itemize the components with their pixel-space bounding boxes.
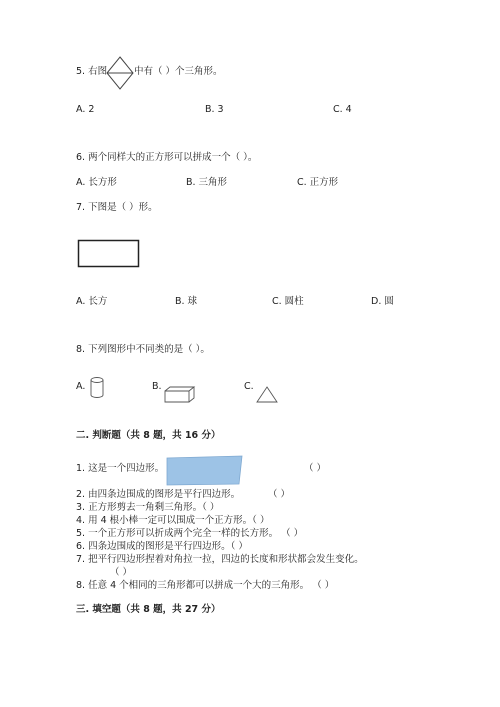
q7-option-a: A. 长方: [76, 296, 108, 307]
judge-item-1: 1. 这是一个四边形。: [76, 463, 165, 474]
q6-option-a: A. 长方形: [76, 177, 117, 188]
q7-option-d: D. 圆: [371, 296, 394, 307]
judge-item-3: 3. 正方形剪去一角剩三角形。（ ）: [76, 502, 220, 513]
judge-item-2-blank: （ ）: [268, 489, 291, 500]
q8-option-b: B.: [152, 381, 162, 392]
judge-item-8: 8. 任意 4 个相同的三角形都可以拼成一个大的三角形。 （ ）: [76, 580, 335, 591]
q7-stem: 7. 下图是（ ）形。: [76, 202, 158, 213]
cuboid-figure: [164, 386, 196, 404]
q5-stem-start: 5. 右图: [76, 66, 108, 77]
q7-option-b: B. 球: [175, 296, 198, 307]
judge-item-4: 4. 用 4 根小棒一定可以围成一个正方形。（ ）: [76, 515, 270, 526]
q8-stem: 8. 下列图形中不同类的是（ ）。: [76, 344, 210, 355]
quadrilateral-figure: [167, 456, 243, 486]
judge-item-2: 2. 由四条边围成的图形是平行四边形。: [76, 489, 241, 500]
q8-option-c: C.: [244, 381, 254, 392]
diamond-figure: [107, 57, 133, 89]
q5-option-b: B. 3: [205, 104, 224, 115]
q6-option-c: C. 正方形: [297, 177, 339, 188]
section3-title: 三. 填空题（共 8 题，共 27 分）: [76, 604, 221, 615]
judge-item-6: 6. 四条边围成的图形是平行四边形。（ ）: [76, 541, 248, 552]
judge-item-7: 7. 把平行四边形捏着对角拉一拉，四边的长度和形状都会发生变化。: [76, 554, 364, 565]
section2-title: 二. 判断题（共 8 题，共 16 分）: [76, 430, 221, 441]
cylinder-figure: [90, 377, 104, 399]
q5-stem-end: 中有（ ）个三角形。: [134, 66, 223, 77]
judge-item-5: 5. 一个正方形可以折成两个完全一样的长方形。 （ ）: [76, 528, 304, 539]
rectangle-figure: [78, 240, 140, 268]
judge-item-1-blank: （ ）: [304, 463, 327, 474]
triangle-figure: [256, 386, 278, 404]
judge-item-7-blank: （ ）: [110, 567, 133, 578]
q5-option-a: A. 2: [76, 104, 95, 115]
q6-stem: 6. 两个同样大的正方形可以拼成一个（ ）。: [76, 152, 258, 163]
q5-option-c: C. 4: [333, 104, 352, 115]
q7-option-c: C. 圆柱: [272, 296, 304, 307]
q8-option-a: A.: [76, 381, 86, 392]
q6-option-b: B. 三角形: [186, 177, 228, 188]
